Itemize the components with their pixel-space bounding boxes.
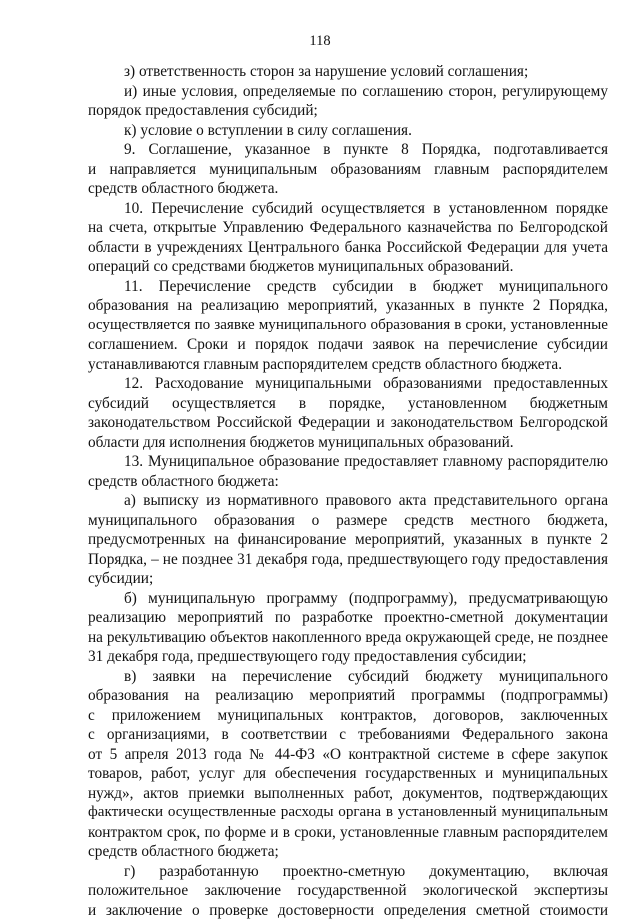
text-line: образования на реализацию мероприятий программы (подпрограммы) [88, 686, 608, 706]
text-line: и заключение о проверке достоверности определения сметной стоимости [88, 901, 608, 920]
text-line: субсидии; [88, 569, 608, 589]
text-line: предусмотренных на финансирование мероприятий, указанных в пункте 2 [88, 530, 608, 550]
text-line: г) разработанную проектно-сметную документацию, включая [88, 862, 608, 882]
text-line: и) иные условия, определяемые по соглашению сторон, регулирующему [88, 82, 608, 102]
text-line: положительное заключение государственной экологической экспертизы [88, 881, 608, 901]
text-line: средств областного бюджета: [88, 472, 608, 492]
text-line: образования на реализацию мероприятий, указанных в пункте 2 Порядка, [88, 296, 608, 316]
text-line: осуществляется по заявке муниципального образования в сроки, установленные [88, 316, 608, 336]
text-line: субсидий осуществляется в порядке, установленном бюджетным [88, 394, 608, 414]
text-line: 11. Перечисление средств субсидии в бюджет муниципального [88, 277, 608, 297]
text-line: области в учреждениях Центрального банка Российской Федерации для учета [88, 238, 608, 258]
text-line: 9. Соглашение, указанное в пункте 8 Порядка, подготавливается [88, 140, 608, 160]
text-line: 31 декабря года, предшествующего году предоставления субсидии; [88, 647, 608, 667]
text-line: устанавливаются главным распорядителем средств областного бюджета. [88, 355, 608, 375]
text-line: муниципального образования о размере средств местного бюджета, [88, 511, 608, 531]
text-line: Порядка, – не позднее 31 декабря года, предшествующего году предоставления [88, 550, 608, 570]
text-line: фактически осуществленные расходы органа в установленный муниципальным [88, 803, 608, 823]
text-line: операций со средствами бюджетов муниципальных образований. [88, 257, 608, 277]
text-line: реализацию мероприятий по разработке проектно-сметной документации [88, 608, 608, 628]
text-line: а) выписку из нормативного правового акта представительного органа [88, 491, 608, 511]
text-line: порядок предоставления субсидий; [88, 101, 608, 121]
text-line: контрактом срок, по форме и в сроки, установленные главным распорядителем [88, 823, 608, 843]
text-line: на счета, открытые Управлению Федерального казначейства по Белгородской [88, 218, 608, 238]
text-line: от 5 апреля 2013 года № 44-ФЗ «О контрактной системе в сфере закупок [88, 745, 608, 765]
text-line: на рекультивацию объектов накопленного вреда окружающей среде, не позднее [88, 628, 608, 648]
text-line: в) заявки на перечисление субсидий бюджету муниципального [88, 667, 608, 687]
text-line: средств областного бюджета. [88, 179, 608, 199]
text-line: 12. Расходование муниципальными образованиями предоставленных [88, 374, 608, 394]
text-line: области для исполнения бюджетов муниципальных образований. [88, 433, 608, 453]
text-line: с организациями, в соответствии с требованиями Федерального закона [88, 725, 608, 745]
text-line: 10. Перечисление субсидий осуществляется в установленном порядке [88, 199, 608, 219]
text-line: и направляется муниципальным образованиям главным распорядителем [88, 160, 608, 180]
text-line: з) ответственность сторон за нарушение условий соглашения; [88, 62, 608, 82]
text-line: с приложением муниципальных контрактов, договоров, заключенных [88, 706, 608, 726]
document-body [88, 62, 608, 920]
text-line: 13. Муниципальное образование предоставляет главному распорядителю [88, 452, 608, 472]
text-line: к) условие о вступлении в силу соглашения. [88, 121, 608, 141]
text-line: нужд», актов приемки выполненных работ, документов, подтверждающих [88, 784, 608, 804]
text-line: б) муниципальную программу (подпрограмму), предусматривающую [88, 589, 608, 609]
text-line: средств областного бюджета; [88, 842, 608, 862]
text-line: товаров, работ, услуг для обеспечения государственных и муниципальных [88, 764, 608, 784]
page-number: 118 [0, 33, 640, 50]
text-line: законодательством Российской Федерации и законодательством Белгородской [88, 413, 608, 433]
text-line: соглашением. Сроки и порядок подачи заявок на перечисление субсидии [88, 335, 608, 355]
